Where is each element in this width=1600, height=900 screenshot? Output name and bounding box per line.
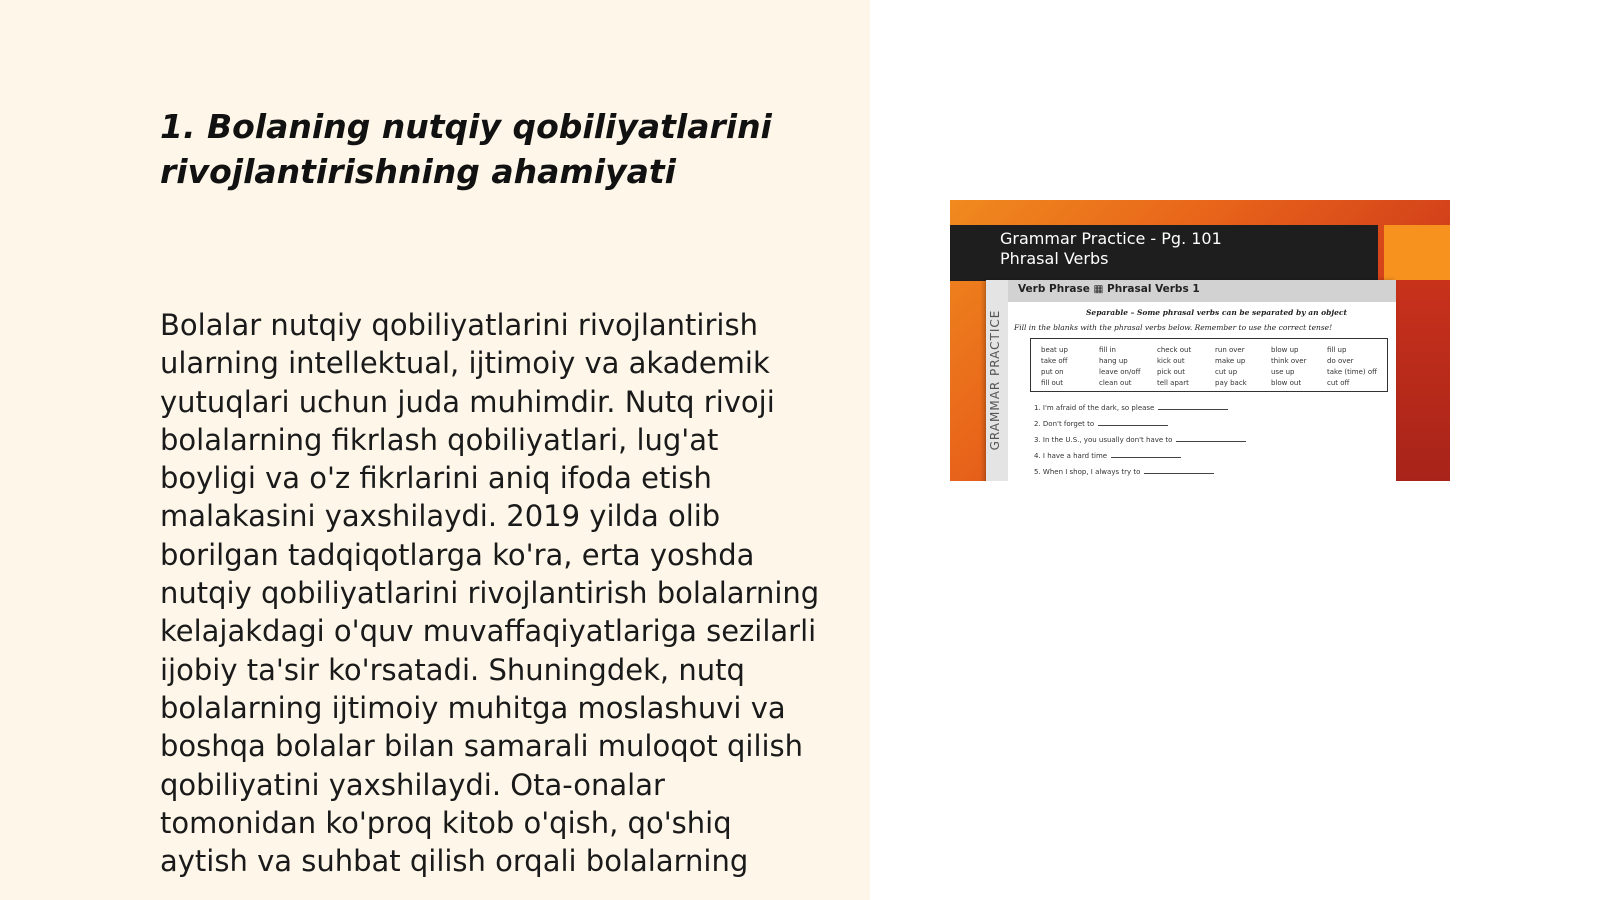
banner-subtitle: Phrasal Verbs [1000, 249, 1109, 268]
worksheet-header [1008, 280, 1396, 302]
verb-item: put on [1041, 368, 1064, 376]
slide-body-text: Bolalar nutqiy qobiliyatlarini rivojlantirish ularning intellektual, ijtimoiy va akademik yutuqlari uchun juda muhimdir. Nutq rivoji bolalarning fikrlash qobiliyatlari, lug'at boyligi va o'z fikrlarini aniq ifoda etish malakasini yaxshilaydi. 2019 yilda olib borilgan tadqiqotlarga ko'ra, erta yoshda nutqiy qobiliyatlarini rivojlantirish bolalarning kelajakdagi o'quv muvaffaqiyatlariga sezilarli ijobiy ta'sir ko'rsatadi. Shuningdek, nutq bolalarning ijtimoiy muhitga moslashuvi va boshqa bolalar bilan samarali muloqot qilish qobiliyatini yaxshilaydi. Ota-onalar tomonidan ko'proq kitob o'qish, qo'shiq aytish va suhbat qilish orqali bolalarning [160, 308, 820, 879]
verb-column [1215, 345, 1247, 389]
verb-item: pay back [1215, 379, 1247, 387]
verb-item: blow up [1271, 346, 1299, 354]
verb-item: clean out [1099, 379, 1132, 387]
worksheet-side-label: GRAMMAR PRACTICE [988, 309, 1002, 451]
grammar-practice-image [950, 200, 1450, 481]
exercise-item: 2. Don't forget to [1034, 420, 1168, 428]
worksheet-instruction: Fill in the blanks with the phrasal verbs below. Remember to use the correct tense! [1014, 323, 1333, 332]
verb-column [1099, 345, 1140, 389]
verb-item: fill up [1327, 346, 1347, 354]
exercise-item: 3. In the U.S., you usually don't have to [1034, 436, 1246, 444]
verb-column [1327, 345, 1377, 389]
orange-accent-block [1384, 225, 1450, 280]
verb-item: fill out [1041, 379, 1063, 387]
verb-item: tell apart [1157, 379, 1189, 387]
verb-item: fill in [1099, 346, 1116, 354]
separable-note: Separable – Some phrasal verbs can be separated by an object [1086, 308, 1347, 317]
exercise-item: 5. When I shop, I always try to [1034, 468, 1214, 476]
slide-title: 1. Bolaning nutqiy qobiliyatlarini rivojlantirishning ahamiyati [160, 107, 772, 191]
worksheet-page [986, 280, 1396, 481]
verb-item: run over [1215, 346, 1245, 354]
verb-item: do over [1327, 357, 1354, 365]
verb-word-box [1030, 338, 1388, 392]
verb-column [1041, 345, 1068, 389]
verb-item: check out [1157, 346, 1192, 354]
verb-item: cut up [1215, 368, 1238, 376]
verb-item: kick out [1157, 357, 1185, 365]
banner-title: Grammar Practice - Pg. 101 [1000, 229, 1222, 248]
verb-item: beat up [1041, 346, 1068, 354]
verb-item: hang up [1099, 357, 1128, 365]
verb-item: cut off [1327, 379, 1350, 387]
verb-item: pick out [1157, 368, 1185, 376]
verb-item: take (time) off [1327, 368, 1377, 376]
verb-column [1271, 345, 1306, 389]
verb-item: make up [1215, 357, 1246, 365]
verb-item: blow out [1271, 379, 1302, 387]
verb-item: take off [1041, 357, 1068, 365]
verb-item: think over [1271, 357, 1307, 365]
exercise-item: 1. I'm afraid of the dark, so please [1034, 404, 1228, 412]
worksheet-header-text: Verb Phrase ▦ Phrasal Verbs 1 [1018, 283, 1200, 295]
verb-item: leave on/off [1099, 368, 1141, 376]
worksheet-side-tab [986, 280, 1008, 481]
verb-item: use up [1271, 368, 1295, 376]
exercise-item: 4. I have a hard time [1034, 452, 1181, 460]
image-banner [950, 225, 1378, 281]
verb-column [1157, 345, 1191, 389]
